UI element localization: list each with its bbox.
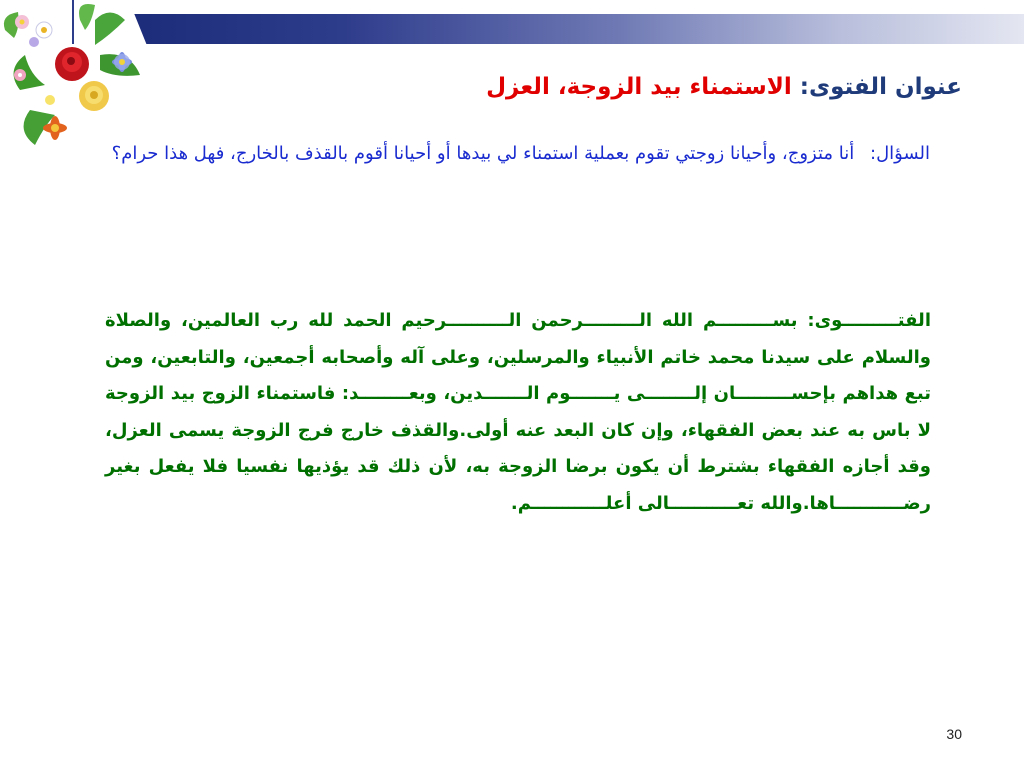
title-label: عنوان الفتوى: bbox=[799, 74, 962, 100]
answer-label: الفتـــــــــوى: bbox=[807, 310, 931, 331]
page-number: 30 bbox=[946, 726, 962, 742]
slide-title bbox=[262, 70, 962, 104]
answer-text: بســـــــــم الله الـــــــــرحمن الــــــــــرحيم الحمد لله رب العالمين، والصلاة والسلام على سيدنا محمد خاتم الأنبياء والمرسلين، وعلى آله وأصحابه أجمعين، والتابعين، ومن تبع هداهم بإحســـــــــان إلــــــــى يـــــــوم الـــــــدين، وبعــــــــد: فاستمناء الزوج بيد الزوجة لا باس به عند بعض الفقهاء، وإن كان البعد عنه أولى.والقذف خارج فرج الزوجة يسمى العزل، وقد أجازه الفقهاء بشترط أن يكون برضا الزوجة به، لأن ذلك قد يؤذيها نفسيا فلا يفعل بغير رضـــــــــــاها.والله تعـــــــــــالى أعلــــــــــــم. bbox=[105, 310, 931, 514]
question-paragraph bbox=[105, 140, 930, 168]
flower-bouquet-icon bbox=[0, 0, 150, 155]
answer-paragraph bbox=[105, 303, 931, 522]
header-gradient-band bbox=[118, 14, 1024, 44]
question-label: السؤال: bbox=[870, 143, 930, 164]
question-text: أنا متزوج، وأحيانا زوجتي تقوم بعملية استمناء لي بيدها أو أحيانا أقوم بالقذف بالخارج، فهل هذا حرام؟ bbox=[111, 143, 855, 164]
title-value: الاستمناء بيد الزوجة، العزل bbox=[486, 74, 792, 100]
